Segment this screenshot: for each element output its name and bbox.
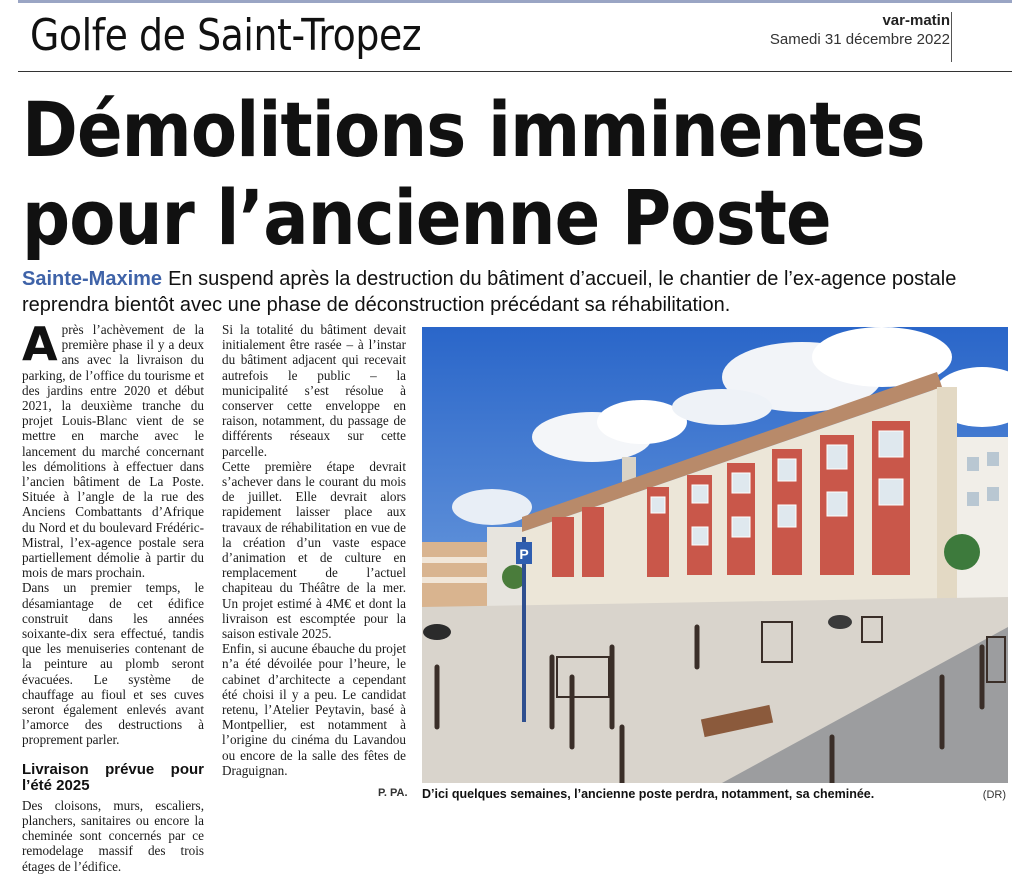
top-rule — [18, 0, 1012, 3]
header-rule — [18, 71, 1012, 72]
article-column-2 — [222, 322, 406, 778]
byline: P. PA. — [378, 787, 408, 799]
deck-text: En suspend après la destruction du bâtiment d’accueil, le chantier de l’ex-agence postale reprendra bientôt avec une phase de déconstruction précédant sa réhabilitation. — [22, 268, 957, 316]
subheading: Livraison prévue pour l’été 2025 — [22, 760, 204, 794]
article-column-1 — [22, 317, 204, 874]
paragraph-4: Si la totalité du bâtiment devait initialement être rasée – à l’instar du bâtiment adjacent qui recevait autrefois le public – la municipalité s’est résolue à conserver cette enveloppe en raison, notamment, du passage de différents réseaux sur cette parcelle. — [222, 322, 406, 459]
paragraph-5: Cette première étape devrait s’achever dans le courant du mois de juillet. Elle devrait alors rapidement laisser place aux travaux de réhabilitation en vue de la création d’un vaste espace d’animation et de culture en remplacement de l’actuel chapiteau du Théâtre de la mer. Un projet estimé à 4M€ et dont la livraison est escomptée pour la saison estivale 2025. — [222, 458, 406, 642]
headline-line-2: pour l’ancienne Poste — [22, 173, 831, 262]
section-title: Golfe de Saint-Tropez — [30, 10, 422, 61]
paragraph-1 — [22, 317, 204, 581]
headline-line-1: Démolitions imminentes — [22, 85, 925, 174]
deck-location: Sainte-Maxime — [22, 268, 163, 290]
masthead — [770, 12, 950, 48]
newspaper-name: var-matin — [882, 12, 950, 29]
deck — [22, 266, 1002, 318]
publication-date: Samedi 31 décembre 2022 — [769, 31, 950, 48]
photo-credit: (DR) — [982, 789, 1006, 801]
paragraph-3: Des cloisons, murs, escaliers, planchers, sanitaires ou encore la cheminée sont concernés par ce remodelage massif des trois étages de l’édifice. — [22, 797, 204, 874]
paragraph-6: Enfin, si aucune ébauche du projet n’a été dévoilée pour l’heure, le cabinet d’architecte a cependant été choisi il y a peu. Le candidat retenu, l’Atelier Peytavin, basé à Montpellier, est notamment à l’origine du cinéma du Lavandou ou encore de la salle des fêtes de Draguignan. — [222, 641, 406, 778]
masthead-divider — [951, 12, 952, 62]
headline — [22, 86, 925, 262]
drop-cap: A — [22, 317, 58, 371]
photo-caption: D’ici quelques semaines, l’ancienne poste perdra, notamment, sa cheminée. — [422, 787, 875, 801]
paragraph-2: Dans un premier temps, le désamiantage de cet édifice construit dans les années soixante-dix sera effectué, tandis que les menuiseries contenant de la peinture au plomb seront évacuées. Le système de chauffage au fioul et ses cuves seront également enlevés avant l’amorce des destructions à proprement parler. — [22, 580, 204, 748]
paragraph-1-text: près l’achèvement de la première phase il y a deux ans avec la livraison du parking, de l’office du tourisme et des jardins entre 2020 et début 2021, la deuxième tranche du projet Louis-Blanc vient de se mettre en marche avec le lancement du marché concernant les démolitions à effectuer dans l’ancien bâtiment de La Poste. Située à l’angle de la rue des Anciens Combattants d’Afrique du Nord et du boulevard Frédéric-Mistral, l’ex-agence postale sera partiellement démolie à partir du mois de mars prochain. — [22, 322, 204, 581]
parking-sign-letter: P — [519, 546, 529, 562]
article-photo — [422, 327, 1008, 783]
